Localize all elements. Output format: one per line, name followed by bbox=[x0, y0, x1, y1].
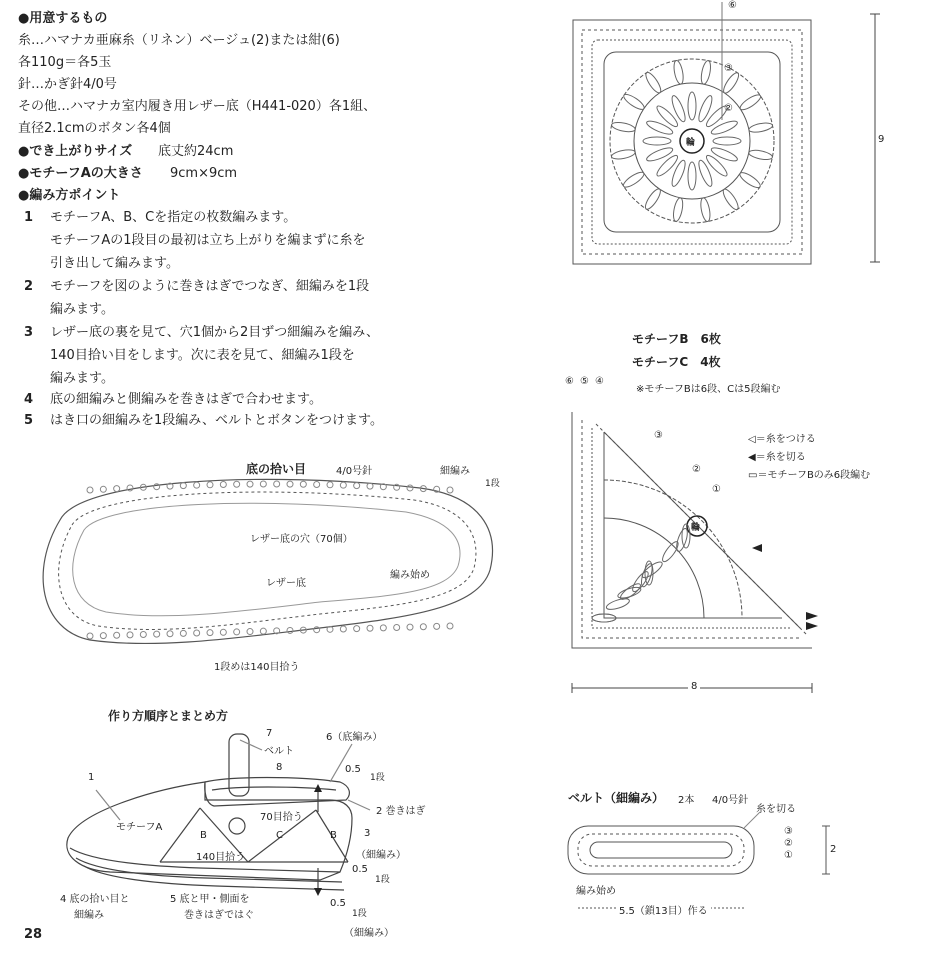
motif-size-value: 9cm×9cm bbox=[170, 166, 238, 181]
pickup-loop bbox=[314, 627, 320, 633]
assembly-belt: ベルト bbox=[264, 746, 294, 757]
pickup-loop bbox=[394, 624, 400, 630]
pickup-loop bbox=[260, 628, 266, 634]
pickup-loop bbox=[300, 481, 306, 487]
petal-stitch bbox=[710, 145, 739, 163]
assembly-n3c: （細編み） bbox=[344, 928, 394, 939]
assembly-n3b: （細編み） bbox=[356, 850, 406, 861]
pickup-loop bbox=[140, 632, 146, 638]
petal-stitch bbox=[682, 524, 690, 548]
assembly-n5: 5 底と甲・側面を bbox=[170, 894, 250, 905]
pickup-loop bbox=[180, 483, 186, 489]
pickup-loop bbox=[447, 623, 453, 629]
pickup-loop bbox=[87, 633, 93, 639]
assembly-b2: B bbox=[330, 830, 337, 841]
pickup-loop bbox=[220, 629, 226, 635]
belt-r3: ③ bbox=[784, 826, 793, 837]
pickup-loop bbox=[380, 484, 386, 490]
petal-stitch bbox=[721, 187, 741, 211]
motif-c-count: モチーフC 4枚 bbox=[632, 355, 721, 369]
pickup-loop bbox=[300, 627, 306, 633]
pickup-loop bbox=[287, 627, 293, 633]
pickup-loop bbox=[180, 630, 186, 636]
assembly-rows1c: 1段 bbox=[352, 909, 367, 919]
pickup-loop bbox=[274, 481, 280, 487]
petal-stitch bbox=[660, 540, 681, 564]
pickup-loop bbox=[207, 482, 213, 488]
petal-stitch bbox=[738, 92, 762, 112]
assembly-n4b: 細編み bbox=[74, 910, 104, 921]
petal-stitch bbox=[618, 581, 642, 602]
sole-title: 底の拾い目 bbox=[246, 462, 307, 476]
assembly-title: 作り方順序とまとめ方 bbox=[108, 709, 229, 723]
legend-cut: ◀＝糸を切る bbox=[748, 452, 806, 463]
assembly-motif-a: モチーフA bbox=[116, 822, 163, 833]
petal-stitch bbox=[630, 570, 651, 594]
petal-stitch bbox=[672, 60, 684, 85]
assembly-n4: 4 底の拾い目と bbox=[60, 894, 130, 905]
assembly-n8: 8 bbox=[276, 762, 283, 773]
motif-b-count: モチーフB 6枚 bbox=[632, 332, 721, 346]
pickup-loop bbox=[434, 486, 440, 492]
petal-stitch bbox=[710, 119, 739, 137]
sole-bottom: 1段めは140目拾う bbox=[214, 662, 300, 673]
size-value: 底丈約24cm bbox=[158, 144, 234, 159]
pickup-loop bbox=[247, 481, 253, 487]
belt-cut: 糸を切る bbox=[756, 804, 796, 815]
petal-stitch bbox=[643, 187, 663, 211]
points-heading: ●編み方ポイント bbox=[18, 188, 121, 203]
pickup-loop bbox=[367, 483, 373, 489]
petal-stitch bbox=[674, 527, 689, 552]
motif-a-round2: ② bbox=[724, 103, 733, 114]
assembly-b1: B bbox=[200, 830, 207, 841]
sole-center: レザー底 bbox=[266, 578, 306, 589]
pickup-loop bbox=[194, 482, 200, 488]
sole-edge-label: 細編み bbox=[440, 466, 470, 477]
belt-width: 5.5（鎖13目）作る bbox=[616, 902, 711, 917]
petal-stitch bbox=[645, 561, 653, 585]
pickup-loop bbox=[127, 485, 133, 491]
size-label: ●でき上がりサイズ bbox=[18, 144, 133, 159]
sole-holes: レザー底の穴（70個） bbox=[250, 534, 353, 545]
motif-bc-note: ※モチーフBは6段、Cは5段編む bbox=[636, 384, 781, 395]
belt-start: 編み始め bbox=[576, 886, 616, 897]
petal-stitch bbox=[645, 145, 674, 163]
pickup-loop bbox=[420, 624, 426, 630]
belt-r2: ② bbox=[784, 838, 793, 849]
petal-stitch bbox=[704, 153, 729, 178]
pickup-loop bbox=[367, 625, 373, 631]
assembly-n3: 3 bbox=[364, 828, 371, 839]
petal-stitch bbox=[592, 614, 616, 622]
assembly-rows1b: 1段 bbox=[375, 875, 390, 885]
petal-stitch bbox=[645, 119, 674, 137]
pickup-loop bbox=[207, 630, 213, 636]
materials-amount: 各110g＝各5玉 bbox=[18, 55, 112, 70]
materials-hook: 針…かぎ針4/0号 bbox=[18, 77, 117, 92]
pickup-loop bbox=[127, 632, 133, 638]
pickup-loop bbox=[247, 629, 253, 635]
petal-stitch bbox=[748, 149, 773, 162]
pickup-loop bbox=[167, 631, 173, 637]
motif-a-top-num: ⑥ bbox=[728, 0, 737, 11]
petal-stitch bbox=[699, 197, 711, 222]
petal-stitch bbox=[643, 70, 663, 94]
pickup-loop bbox=[114, 486, 120, 492]
pickup-loop bbox=[380, 625, 386, 631]
petal-stitch bbox=[738, 170, 762, 190]
petal-stitch bbox=[721, 71, 741, 95]
petal-stitch bbox=[617, 585, 642, 600]
pickup-loop bbox=[420, 486, 426, 492]
assembly-n1: 1 bbox=[88, 772, 95, 783]
sole-hook: 4/0号針 bbox=[336, 466, 373, 477]
assembly-rows1a: 1段 bbox=[370, 773, 385, 783]
motif-bc-round2: ② bbox=[692, 464, 701, 475]
pickup-loop bbox=[287, 481, 293, 487]
motif-size-label: ●モチーフAの大きさ bbox=[18, 166, 143, 181]
pickup-loop bbox=[167, 483, 173, 489]
pickup-loop bbox=[234, 629, 240, 635]
petal-stitch bbox=[639, 563, 654, 588]
legend-attach: ◁＝糸をつける bbox=[748, 434, 816, 445]
pickup-loop bbox=[154, 484, 160, 490]
pickup-loop bbox=[194, 630, 200, 636]
petal-stitch bbox=[592, 614, 616, 622]
belt-hook: 4/0号針 bbox=[712, 795, 749, 806]
pickup-loop bbox=[340, 482, 346, 488]
pickup-loop bbox=[100, 486, 106, 492]
petal-stitch bbox=[611, 148, 636, 160]
assembly-c: C bbox=[276, 830, 283, 841]
assembly-pick: 140目拾う bbox=[196, 852, 246, 863]
motif-bc-nums-4: ④ bbox=[595, 376, 604, 387]
petal-stitch bbox=[611, 121, 636, 134]
pickup-loop bbox=[234, 481, 240, 487]
materials-yarn: 糸…ハマナカ亜麻糸（リネン）ベージュ(2)または紺(6) bbox=[18, 33, 340, 48]
materials-heading: ●用意するもの bbox=[18, 11, 108, 26]
sole-start: 編み始め bbox=[390, 570, 430, 581]
motif-a-dim: 9 bbox=[878, 134, 885, 145]
motif-bc-center: 輪 bbox=[691, 523, 701, 533]
petal-stitch bbox=[643, 137, 671, 145]
assembly-n6: 6（底編み） bbox=[326, 732, 383, 743]
motif-bc-round3: ③ bbox=[654, 430, 663, 441]
motif-a-center: 輪 bbox=[686, 138, 696, 148]
petal-stitch bbox=[700, 60, 713, 85]
assembly-h05a: 0.5 bbox=[345, 764, 361, 775]
pickup-loop bbox=[354, 483, 360, 489]
pickup-loop bbox=[394, 484, 400, 490]
pickup-loop bbox=[114, 632, 120, 638]
belt-r1: ① bbox=[784, 850, 793, 861]
pickup-loop bbox=[354, 626, 360, 632]
assembly-h05b: 0.5 bbox=[352, 864, 368, 875]
pickup-loop bbox=[407, 485, 413, 491]
petal-stitch bbox=[696, 159, 714, 188]
petal-stitch bbox=[622, 92, 646, 112]
materials-button: 直径2.1cmのボタン各4個 bbox=[18, 121, 171, 136]
petal-stitch bbox=[688, 162, 696, 190]
pickup-loop bbox=[87, 487, 93, 493]
petal-stitch bbox=[621, 170, 645, 190]
petal-stitch bbox=[713, 137, 741, 145]
assembly-n7: 7 bbox=[266, 728, 273, 739]
motif-a-round3: ③ bbox=[724, 63, 733, 74]
pickup-loop bbox=[434, 623, 440, 629]
pickup-loop bbox=[274, 628, 280, 634]
materials-other: その他…ハマナカ室内履き用レザー底（H441-020）各1組、 bbox=[18, 99, 377, 114]
belt-qty: 2本 bbox=[678, 795, 695, 806]
pickup-loop bbox=[407, 624, 413, 630]
assembly-n5b: 巻きはぎではぐ bbox=[184, 910, 254, 921]
assembly-n2: 2 巻きはぎ bbox=[376, 806, 426, 817]
petal-stitch bbox=[605, 597, 630, 612]
pickup-loop bbox=[447, 487, 453, 493]
assembly-rows70: 70目拾う bbox=[260, 812, 303, 823]
petal-stitch bbox=[696, 94, 714, 123]
motif-bc-dim: 8 bbox=[688, 681, 700, 692]
pickup-loop bbox=[314, 481, 320, 487]
petal-stitch bbox=[672, 197, 685, 222]
sole-edge-rows: 1段 bbox=[485, 479, 500, 489]
pickup-loop bbox=[340, 626, 346, 632]
page-number: 28 bbox=[24, 927, 43, 942]
pickup-loop bbox=[327, 626, 333, 632]
petal-stitch bbox=[670, 159, 688, 188]
pickup-loop bbox=[140, 484, 146, 490]
petal-stitch bbox=[655, 153, 680, 178]
petal-stitch bbox=[655, 104, 680, 129]
belt-height: 2 bbox=[830, 844, 837, 855]
petal-stitch bbox=[688, 92, 696, 120]
petal-stitch bbox=[640, 560, 664, 581]
motif-bc-nums-5: ⑤ bbox=[580, 376, 589, 387]
pickup-loop bbox=[260, 481, 266, 487]
pickup-loop bbox=[327, 482, 333, 488]
pickup-loop bbox=[100, 633, 106, 639]
petal-stitch bbox=[670, 94, 688, 123]
pickup-loop bbox=[154, 631, 160, 637]
legend-b-only: ▭＝モチーフBのみ6段編む bbox=[748, 470, 871, 481]
pickup-loop bbox=[220, 481, 226, 487]
assembly-h05c: 0.5 bbox=[330, 898, 346, 909]
belt-title: ベルト（細編み） bbox=[568, 791, 665, 805]
motif-bc-nums-6: ⑥ bbox=[565, 376, 574, 387]
motif-bc-round1: ① bbox=[712, 484, 721, 495]
petal-stitch bbox=[748, 121, 773, 133]
